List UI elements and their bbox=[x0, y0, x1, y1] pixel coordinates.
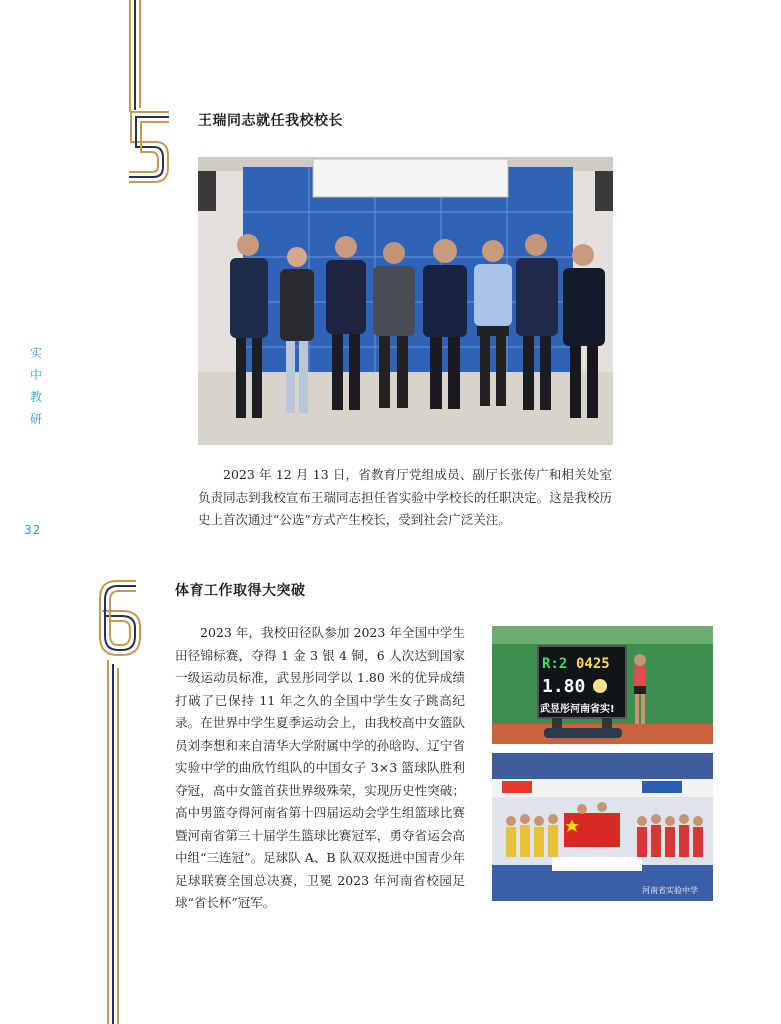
score-right: 0425 bbox=[576, 656, 610, 672]
decor-line bbox=[139, 0, 141, 108]
decor-line bbox=[107, 660, 109, 1024]
high-jump-photo bbox=[492, 626, 713, 744]
decor-line bbox=[117, 668, 119, 1024]
section-5-heading: 王瑞同志就任我校校长 bbox=[198, 113, 343, 129]
high-jump-illustration bbox=[492, 626, 713, 744]
group-photo-illustration bbox=[198, 157, 613, 445]
sidebar-label-char: 中 bbox=[29, 368, 42, 382]
basketball-team-illustration bbox=[492, 753, 713, 901]
group-photo bbox=[198, 157, 613, 445]
sidebar-label-char: 实 bbox=[29, 346, 42, 360]
height-value: 1.80 bbox=[542, 676, 586, 697]
sidebar-label-char: 教 bbox=[29, 390, 42, 404]
decor-line bbox=[129, 0, 131, 112]
section-6-paragraph: 2023 年，我校田径队参加 2023 年全国中学生田径锦标赛，夺得 1 金 3 银 4 铜，6 人次达到国家一级运动员标准，武昱彤同学以 1.80 米的优异成绩打破了已保持 11 年之久的全国中学生女子跳高纪录。在世界中学生夏季运动会上，由我校高中女篮队员刘李想和来自清华大学附属中学的孙晗昀、辽宁省实验中学的曲欣竹组队的中国女子 3×3 篮球队胜利夺冠，高中女篮首获世界级殊荣，实现历史性突破；高中男篮夺得河南省第十四届运动会学生组篮球比赛暨河南省第三十届学生篮球比赛冠军，勇夺省运会高中组“三连冠”。足球队 A、B 队双双挺进中国青少年足球联赛全国总决赛，卫冕 2023 年河南省校园足球“省长杯”冠军。 bbox=[175, 625, 465, 910]
section-number-5 bbox=[126, 108, 174, 186]
scoreboard-banner: 武昱彤河南省实! bbox=[540, 704, 615, 715]
decor-line bbox=[112, 664, 114, 1024]
section-6-heading: 体育工作取得大突破 bbox=[175, 583, 306, 599]
sidebar-label bbox=[26, 342, 46, 430]
page-number: 32 bbox=[24, 523, 42, 537]
photo-watermark: 河南省实验中学 bbox=[642, 886, 698, 895]
basketball-team-photo bbox=[492, 753, 713, 901]
sidebar-label-char: 研 bbox=[29, 412, 42, 426]
decor-line bbox=[134, 0, 136, 110]
score-left: R:2 bbox=[542, 656, 568, 672]
section-number-6 bbox=[96, 577, 144, 659]
section-5-paragraph: 2023 年 12 月 13 日，省教育厅党组成员、副厅长张传广和相关处室负责同志到我校宣布王瑞同志担任省实验中学校长的任职决定。这是我校历史上首次通过“公选”方式产生校长，受到社会广泛关注。 bbox=[198, 467, 612, 527]
